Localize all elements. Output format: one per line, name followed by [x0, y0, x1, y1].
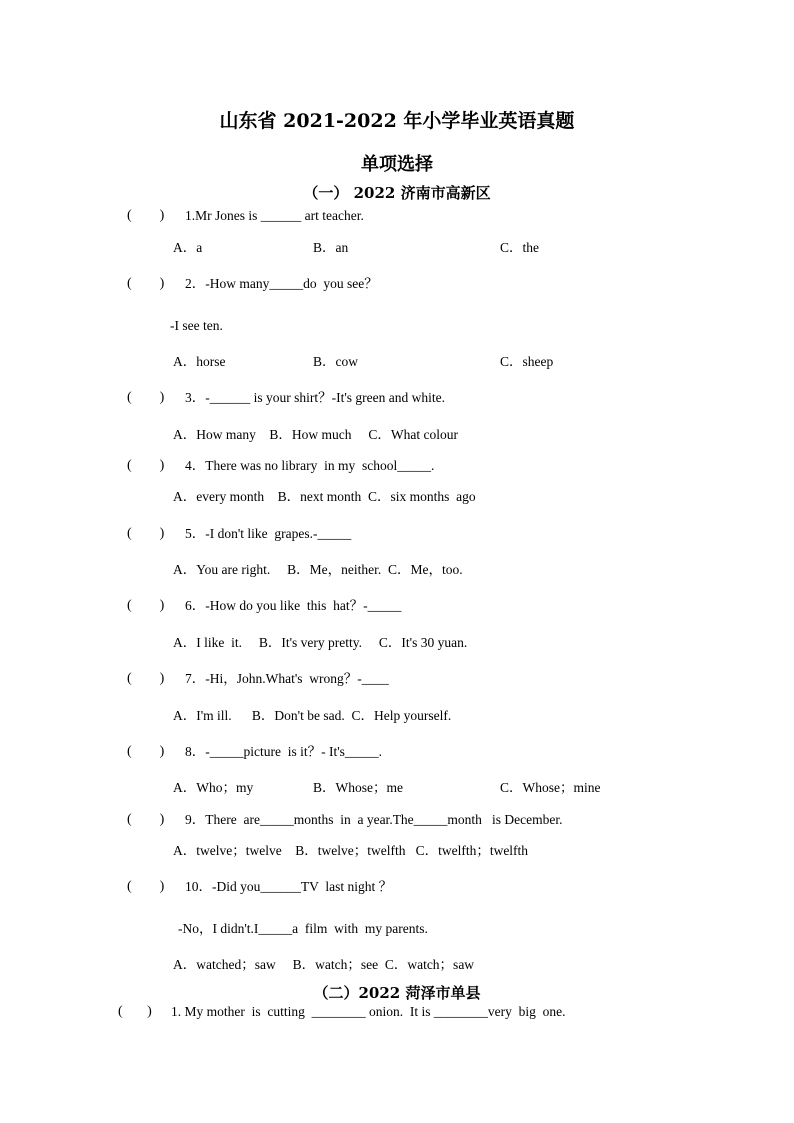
question-7-stem: 7．-Hi，John.What's wrong？-____: [185, 671, 389, 686]
section-2-question-1-stem: 1. My mother is cutting ________ onion. It is ________very big one.: [171, 1004, 566, 1019]
question-5-options: A．You are right. B．Me，neither. C．Me，too.: [173, 562, 463, 577]
answer-bracket[interactable]: ( ): [127, 744, 165, 759]
answer-bracket[interactable]: ( ): [127, 458, 165, 473]
answer-bracket[interactable]: ( ): [127, 390, 165, 405]
question-4-options: A．every month B．next month C．six months ago: [173, 489, 476, 504]
answer-bracket[interactable]: ( ): [127, 208, 165, 223]
subsection-title-2: （二）2022 菏泽市单县: [313, 984, 481, 1002]
question-9-stem: 9．There are_____months in a year.The_____month is December.: [185, 812, 563, 827]
question-8-option-c: C．Whose；mine: [500, 780, 601, 795]
question-3-options: A．How many B．How much C．What colour: [173, 427, 458, 442]
question-1-option-c: C．the: [500, 240, 539, 255]
question-5-stem: 5．-I don't like grapes.-_____: [185, 526, 352, 541]
answer-bracket[interactable]: ( ): [127, 879, 165, 894]
question-8-option-b: B．Whose；me: [313, 780, 403, 795]
question-1-option-a: A．a: [173, 240, 203, 255]
question-6-stem: 6．-How do you like this hat？-_____: [185, 598, 402, 613]
question-3-stem: 3．-______ is your shirt？-It's green and white.: [185, 390, 446, 405]
subsection-title-1: （一） 2022 济南市高新区: [303, 184, 491, 202]
question-10-stem: 10．-Did you______TV last night ？: [185, 879, 393, 894]
question-10-answer-line: -No，I didn't.I_____a film with my parents.: [178, 921, 428, 936]
question-1-stem: 1.Mr Jones is ______ art teacher.: [185, 208, 364, 223]
answer-bracket[interactable]: ( ): [127, 671, 165, 686]
question-4-stem: 4．There was no library in my school_____.: [185, 458, 435, 473]
main-title: 山东省 2021-2022 年小学毕业英语真题: [219, 110, 575, 132]
question-8-stem: 8．-_____picture is it？- It's_____.: [185, 744, 383, 759]
question-9-options: A．twelve；twelve B．twelve；twelfth C．twelfth；twelfth: [173, 843, 529, 858]
answer-bracket[interactable]: ( ): [127, 276, 165, 291]
question-2-option-b: B．cow: [313, 354, 358, 369]
question-8-option-a: A．Who；my: [173, 780, 254, 795]
question-2-option-a: A．horse: [173, 354, 226, 369]
section-title: 单项选择: [361, 154, 433, 175]
question-2-answer-line: -I see ten.: [170, 318, 223, 333]
question-1-option-b: B．an: [313, 240, 349, 255]
question-2-stem: 2．-How many_____do you see？: [185, 276, 378, 291]
question-2-option-c: C．sheep: [500, 354, 554, 369]
question-6-options: A．I like it. B．It's very pretty. C．It's 30 yuan.: [173, 635, 468, 650]
answer-bracket[interactable]: ( ): [127, 812, 165, 827]
answer-bracket[interactable]: ( ): [118, 1004, 152, 1019]
answer-bracket[interactable]: ( ): [127, 526, 165, 541]
question-7-options: A．I'm ill. B．Don't be sad. C．Help yourself.: [173, 708, 452, 723]
answer-bracket[interactable]: ( ): [127, 598, 165, 613]
question-10-options: A．watched；saw B．watch；see C．watch；saw: [173, 957, 475, 972]
